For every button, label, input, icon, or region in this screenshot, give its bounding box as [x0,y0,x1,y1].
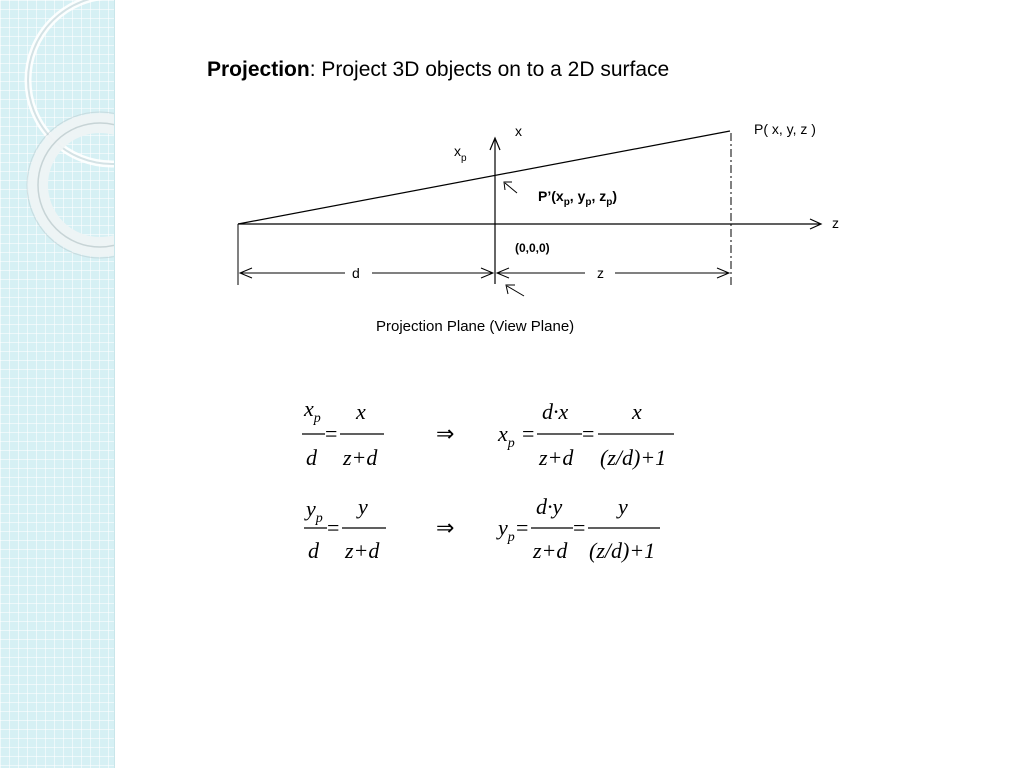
eq2-result-numerator-2: y [618,494,628,519]
eq1-result-numerator-2: x [632,399,642,424]
eq1-lhs-numerator: $x_p$ [304,396,321,426]
equation-row-y [304,494,660,563]
eq2-equals-3: = [573,515,586,540]
eq1-equals-1: = [325,421,338,446]
eq2-rhs-denominator: z+d [345,538,380,563]
eq1-result-variable: $x_p$ [498,421,515,451]
eq2-result-variable: $y_p$ [498,515,515,545]
eq2-result-numerator-1: d·y [536,494,563,519]
title-bold-term: Projection [207,58,310,81]
eq2-lhs-numerator: $y_p$ [306,496,323,526]
title-description: : Project 3D objects on to a 2D surface [309,58,670,81]
eq2-implies-symbol: ⇒ [436,515,455,540]
eq1-result-denominator-1: z+d [539,445,574,470]
x-axis-label: x [515,123,522,139]
eq1-result-denominator-2: (z/d)+1 [600,445,667,470]
projection-plane-caption: Projection Plane (View Plane) [376,318,575,335]
equation-row-x [302,396,674,470]
eq2-lhs-denominator: d [308,538,319,563]
eq1-equals-2: = [522,421,535,446]
d-dimension-label: d [352,265,360,281]
eq2-result-denominator-2: (z/d)+1 [589,538,656,563]
z-axis-label: z [832,215,839,231]
eq2-result-denominator-1: z+d [533,538,568,563]
projected-point-label: $P’(x_p$, $y_p$, $z_p$) [538,188,618,208]
xp-label: $x_p$ [454,143,467,164]
eq2-equals-1: = [327,515,340,540]
origin-label: (0,0,0) [515,241,550,255]
eq1-lhs-denominator: d [306,445,317,470]
eq1-result-numerator-1: d·x [542,399,569,424]
eq1-rhs-numerator: x [356,399,366,424]
z-dimension-label: z [597,265,604,281]
eq1-equals-3: = [582,421,595,446]
eq1-implies-symbol: ⇒ [436,421,455,446]
eq1-rhs-denominator: z+d [343,445,378,470]
eq2-rhs-numerator: y [358,494,368,519]
eq2-equals-2: = [516,515,529,540]
point-p-label: P( x, y, z ) [754,121,816,137]
